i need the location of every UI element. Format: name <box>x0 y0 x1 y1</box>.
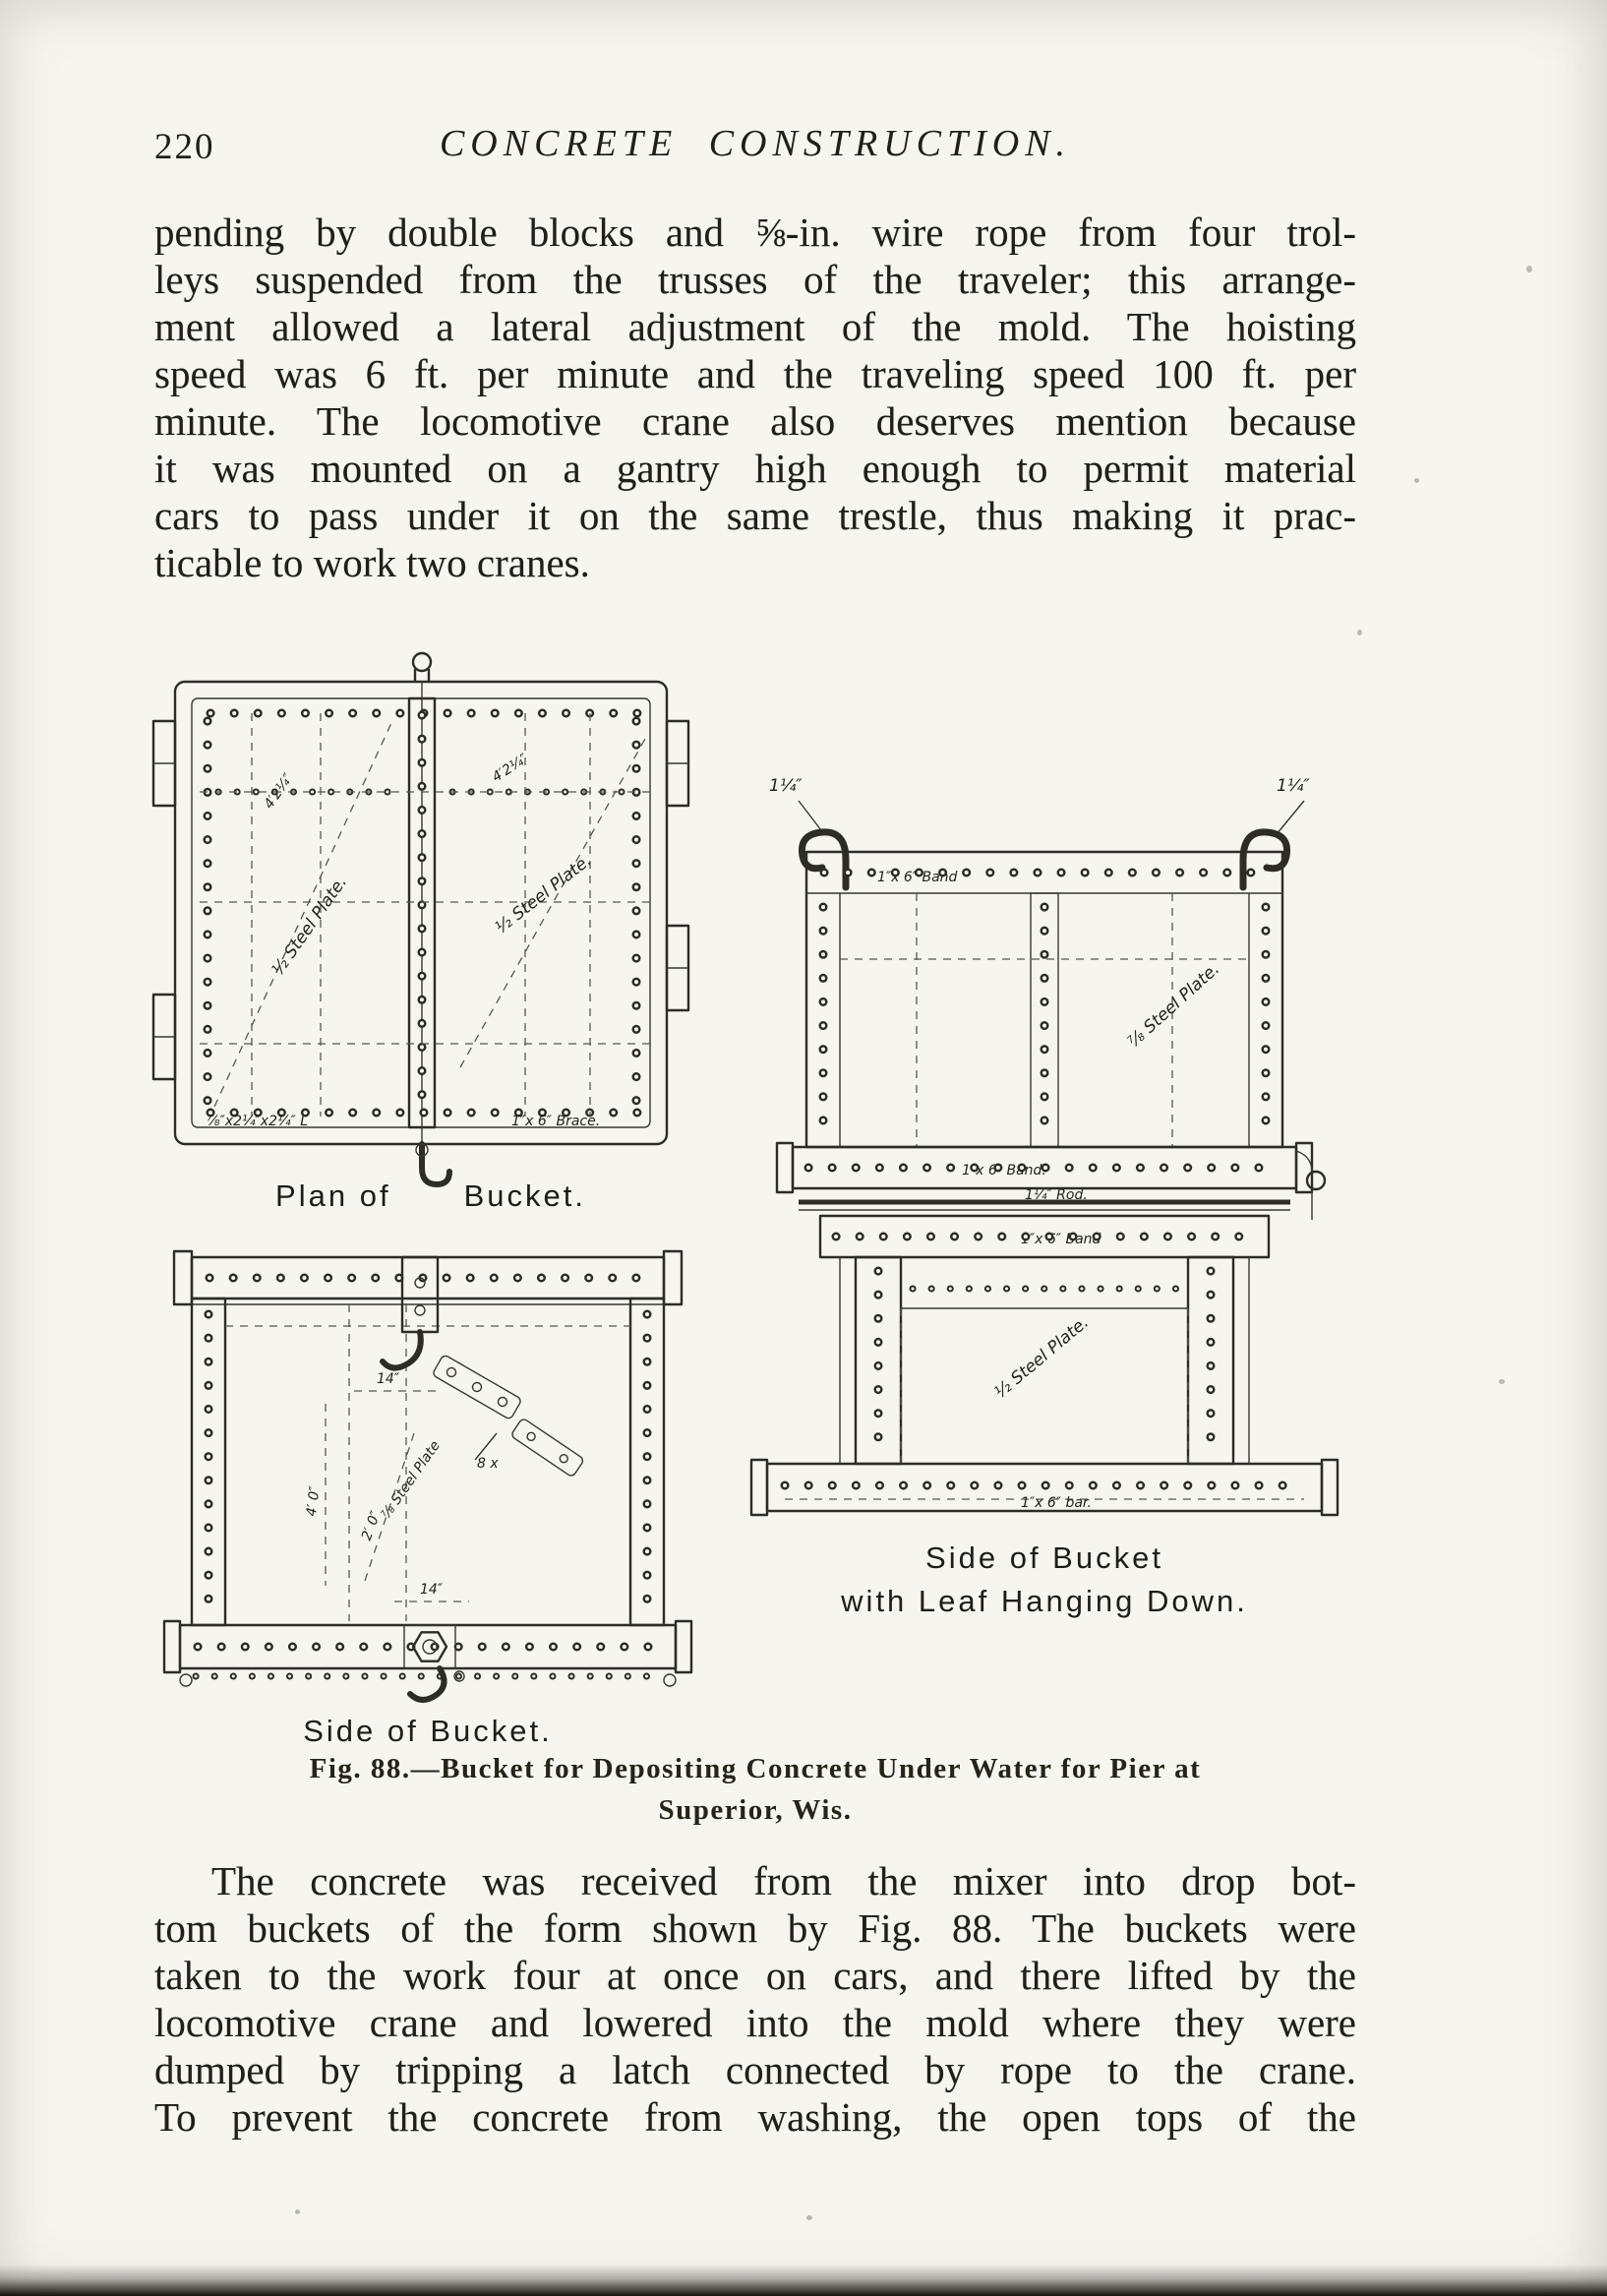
plan-caption-b: Bucket. <box>463 1178 586 1213</box>
label-steel-plate-left: ½ Steel Plate. <box>268 873 352 980</box>
text-line: tom buckets of the form shown by Fig. 88. The buckets were <box>154 1905 1356 1951</box>
side-top-band <box>174 1251 682 1304</box>
label-dim-4ft: 4′ 0″ <box>303 1484 324 1518</box>
scan-speck <box>1526 266 1532 272</box>
text-line: it was mounted on a gantry high enough to permit material <box>154 446 1356 491</box>
side-caption-text: Side of Bucket. <box>303 1714 553 1748</box>
label-dim-right: 1¼″ <box>1277 776 1310 796</box>
leaf-caption-text2: with Leaf Hanging Down. <box>841 1584 1248 1618</box>
side-drawing <box>152 1232 703 1723</box>
figure-caption-line2 <box>154 1794 1356 1827</box>
figure-caption-line1 <box>154 1753 1356 1785</box>
text-line: ment allowed a lateral adjustment of the mold. The hoisting <box>154 304 1356 349</box>
scan-bottom-edge <box>0 2265 1607 2296</box>
text-line: leys suspended from the trusses of the traveler; this arrange- <box>154 257 1356 302</box>
plan-top-eye <box>413 653 431 682</box>
label-plate-bottom: ½ Steel Plate. <box>990 1312 1093 1403</box>
scan-speck <box>295 2209 300 2214</box>
figure-caption-text1: Fig. 88.—Bucket for Depositing Concrete Under Water for Pier at <box>309 1753 1202 1784</box>
leaf-caption-line1 <box>730 1541 1359 1576</box>
leaf-caption-line2 <box>730 1584 1359 1619</box>
scan-speck <box>1414 478 1419 483</box>
label-dim-left: 4′2¼″ <box>261 770 297 813</box>
paragraph-1 <box>154 209 1356 586</box>
label-band-top: 1″x 6″ Band <box>877 870 958 885</box>
plan-drawing <box>146 644 716 1195</box>
label-bar: 1″x 6″ bar. <box>1021 1495 1092 1511</box>
scan-speck <box>806 2215 812 2220</box>
side-trip-lever <box>432 1355 584 1478</box>
text-line: cars to pass under it on the same trestle, thus making it prac- <box>154 493 1356 538</box>
plan-caption-a: Plan of <box>275 1178 391 1213</box>
leaf-caption-text1: Side of Bucket <box>925 1541 1163 1575</box>
figure-plan-of-bucket <box>146 644 716 1200</box>
label-brace: 1″x 6″ Brace. <box>511 1114 601 1129</box>
label-rod: 1¼″ Rod. <box>1025 1187 1088 1203</box>
figure-side-of-bucket <box>152 1232 703 1728</box>
label-dim-2ft: 2′ 0″ <box>358 1508 385 1543</box>
text-line: speed was 6 ft. per minute and the traveling speed 100 ft. per <box>154 351 1356 396</box>
text-line: taken to the work four at once on cars, and there lifted by the <box>154 1953 1356 1998</box>
text-line: The concrete was received from the mixer into drop bot- <box>211 1858 1356 1903</box>
label-band-mid2: 1″x 6″ Band <box>1021 1232 1101 1247</box>
leaf-rivets <box>785 873 1304 1485</box>
side-latch <box>383 1257 438 1368</box>
figure-side-leaf-down <box>730 757 1359 1559</box>
text-line: To prevent the concrete from washing, the open tops of the <box>154 2094 1356 2140</box>
side-bottom-latch <box>404 1625 464 1700</box>
label-steel-plate-right: ½ Steel Plate. <box>491 850 596 938</box>
figure-caption-text2: Superior, Wis. <box>658 1794 853 1826</box>
scan-speck <box>1357 630 1362 635</box>
label-angle-iron: ⅞″x2¼″x2¼″ L <box>207 1114 309 1129</box>
label-dim-14-top: 14″ <box>377 1371 400 1387</box>
scan-speck <box>1499 1379 1505 1384</box>
text-line: dumped by tripping a latch connected by rope to the crane. <box>154 2047 1356 2092</box>
label-dim-14-bottom: 14″ <box>420 1582 444 1598</box>
label-dim-8x: 8 x <box>477 1456 499 1472</box>
text-line: pending by double blocks and ⅝-in. wire rope from four trol- <box>154 210 1356 255</box>
label-band-mid1: 1″x 6″ Band. <box>962 1163 1046 1178</box>
label-plate-top: ⅞ Steel Plate. <box>1123 959 1224 1053</box>
running-head: CONCRETE CONSTRUCTION. <box>439 123 1072 164</box>
label-steel-plate: ⅞ Steel Plate <box>378 1437 444 1523</box>
text-line: minute. The locomotive crane also deserves mention because <box>154 398 1356 444</box>
label-dim-right: 4′2¼″ <box>489 751 531 786</box>
leaf-hooks <box>802 832 1286 887</box>
plan-dashed-grid <box>200 713 650 1117</box>
plan-caption <box>146 1178 716 1214</box>
side-rivets <box>196 1278 660 1676</box>
text-line: locomotive crane and lowered into the mold where they were <box>154 2000 1356 2045</box>
text-line: ticable to work two cranes. <box>154 540 590 585</box>
label-dim-left: 1¼″ <box>769 776 803 796</box>
paragraph-2 <box>154 1857 1356 2141</box>
page-number: 220 <box>154 127 215 167</box>
leaf-drawing <box>730 757 1359 1554</box>
side-caption <box>152 1714 703 1749</box>
